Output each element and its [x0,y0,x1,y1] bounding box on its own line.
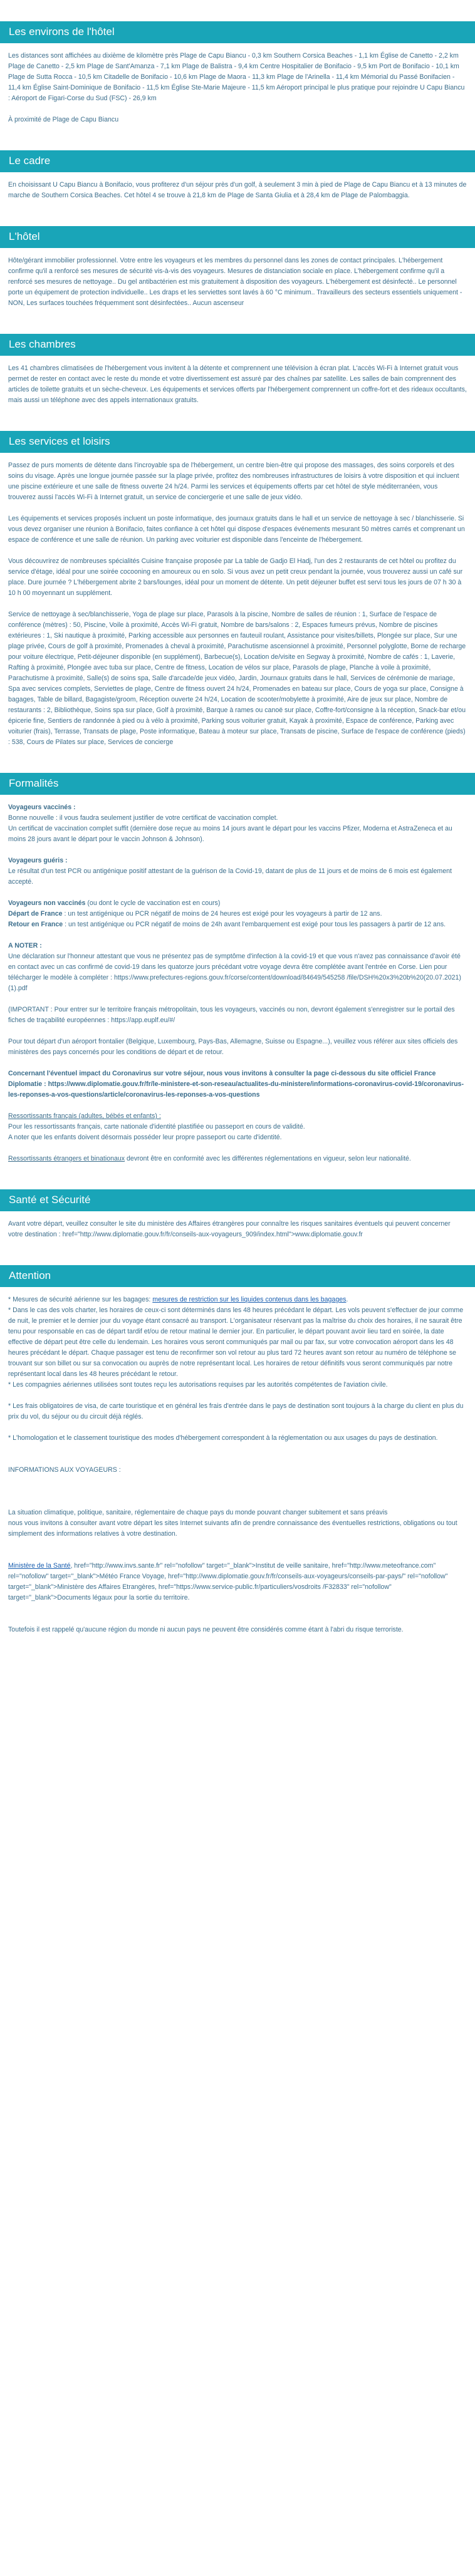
note-heading: A NOTER : [8,942,42,949]
note-text: Une déclaration sur l'honneur attestant que vous ne présentez pas de symptôme d'infection à la covid-19 et que vous n'avez pas connaissance d'avoir été en contact avec un cas confirmé de covid-19 dans les quatorze jours précédant votre voyage devra être complétée avant l'entrée en Corse. Lien pour télécharger le modèle à compléter : https://www.prefectures-regions.gouv.fr/corse/content/download/84649/545258 /file/DSH%20x3%20b%20(20.07.2021)(1).pdf [8,953,461,992]
departure-rule [8,909,467,919]
section-body-cadre [0,172,475,201]
french-nationals-children-text: A noter que les enfants doivent désormais posséder leur propre passeport ou carte d'identité. [8,1134,282,1141]
section-title-environs: Les environs de l'hôtel [0,21,475,43]
services-spa-text: Passez de purs moments de détente dans l'incroyable spa de l'hébergement, un centre bien-être qui propose des massages, des soins corporels et des soins du visage. Après une longue journée passée sur la plage privée, profitez des nombreuses infrastructures de loisirs à votre disposition et qui incluent une piscine extérieure et une salle de fitness ouverte 24 h/24. Parmi les services et équipements offerts par cet hôtel de style méditerranéen, vous trouverez aussi l'accès Wi-Fi à Internet gratuit, un service de conciergerie et une salle de jeux vidéo. [8,462,459,501]
vaccinated-detail-text: Un certificat de vaccination complet suffit (dernière dose reçue au moins 14 jours avant le départ pour les vaccins Pfizer, Moderna et AstraZeneca et au moins 28 jours avant le départ pour le vaccin Johnson & Johnson). [8,825,452,843]
airlines-text: * Les compagnies aériennes utilisées sont toutes reçu les autorisations requises par les autorités compétentes de l'aviation civile. [8,1381,388,1389]
baggage-measures-end: . [346,1296,348,1303]
return-label: Retour en France [8,921,63,928]
liquids-restriction-link[interactable]: mesures de restriction sur les liquides contenus dans les bagages [152,1296,347,1303]
section-body-environs [0,43,475,125]
environs-proximity-text: À proximité de Plage de Capu Biancu [8,116,119,123]
charter-flights-text: * Dans le cas des vols charter, les horaires de ceux-ci sont déterminés dans les 48 heures précédant le départ. Les vols peuvent s'effectuer de jour comme de nuit, le premier et le dernier jour du voyage étant consacré au transport. L'organisateur réservant pas la maîtrise du choix des horaires, il ne saurait être tenu pour responsable en cas de départ tardif et/ou de retour matinal le dernier jour. En particulier, le départ pouvant avoir lieu tard en soirée, la date effective de départ peut être celle du lendemain. Les horaires vous seront communiqués par mail ou par fax, sur votre convocation aéroport dans les 48 heures précédant le départ. Chaque passager est tenu de reconfirmer son vol retour au plus tard 72 heures avant son retour au numéro de téléphone se trouvant sur son billet ou sur sa convocation ou auprès de notre représentant local. Les horaires de retour définitifs vous seront communiqués par notre représentant local dans les 48 heures précédant le retour. [8,1306,464,1378]
section-title-sante: Santé et Sécurité [0,1189,475,1211]
section-body-attention [0,1287,475,1635]
return-text: : un test antigénique ou PCR négatif de moins de 24h avant l'embarquement est exigé pour tous les passagers à partir de 12 ans. [63,921,446,928]
services-dining-text: Vous découvrirez de nombreuses spécialités Cuisine française proposée par La table de Gadjo El Hadj, l'un des 2 restaurants de cet hôtel ou profitez du service d'étage, idéal pour une soirée cocooning en amoureux ou en solo. Si vous avez un petit creux pendant la journée, vous trouverez aussi un café sur place. Dure journée ? L'hébergement abrite 2 bars/lounges, idéal pour un moment de détente. Un petit déjeuner buffet est servi tous les jours de 07 h 30 à 10 h 00 moyennant un supplément. [8,557,463,597]
ministry-health-link[interactable]: Ministère de la Santé [8,1562,71,1570]
section-title-formalites: Formalités [0,773,475,795]
section-title-hotel: L'hôtel [0,226,475,248]
consult-sites-text: nous vous invitons à consulter avant votre départ les sites Internet suivants afin de prendre connaissance des éventuelles restrictions, obligations ou tout simplement des informations relatives à votre destination. [8,1519,457,1538]
section-title-cadre: Le cadre [0,150,475,172]
foreign-nationals-heading: Ressortissants étrangers et binationaux [8,1155,125,1162]
recovered-heading: Voyageurs guéris : [8,857,68,864]
coronavirus-impact-text: Concernant l'éventuel impact du Coronavirus sur votre séjour, nous vous invitons à consulter la page ci-dessous du site officiel France Diplomatie : https://www.diplomatie.gouv.fr/fr/le-ministere-et-son-reseau/actualites-du-ministere/informations-coronavirus-covid-19/coronavirus-les-reponses-a-vos-questions/article/coronavirus-les-reponses-a-vos-questions [8,1070,464,1099]
services-amenities-list: Service de nettoyage à sec/blanchisserie, Yoga de plage sur place, Parasols à la piscine, Nombre de salles de réunion : 1, Surface de l'espace de conférence (mètres) : 50, Piscine, Voile à proximité, Accès Wi-Fi gratuit, Nombre de bars/salons : 2, Espaces fumeurs prévus, Nombre de piscines extérieures : 1, Ski nautique à proximité, Parking accessible aux personnes en fauteuil roulant, Assistance pour visites/billets, Plongée sur place, Sur une plage privée, Cours de golf à proximité, Promenades à cheval à proximité, Parachutisme ascensionnel à proximité, Personnel polyglotte, Borne de recharge pour voiture électrique, Petit-déjeuner disponible (en supplément), Barbecue(s), Location de/visite en Segway à proximité, Nombre de cafés : 1, Laverie, Rafting à proximité, Plongée avec tuba sur place, Centre de fitness, Location de vélos sur place, Parasols de plage, Planche à voile à proximité, Parachutisme à proximité, Salle(s) de soins spa, Salle d'arcade/de jeux vidéo, Jardin, Journaux gratuits dans le hall, Services de cérémonie de mariage, Spa avec services complets, Serviettes de plage, Centre de fitness ouvert 24 h/24, Promenades en bateau sur place, Cours de yoga sur place, Consigne à bagages, Table de billard, Bagagiste/groom, Réception ouverte 24 h/24, Location de scooter/mobylette à proximité, Aire de jeux sur place, Nombre de restaurants : 2, Bibliothèque, Soins spa sur place, Golf à proximité, Barque à rames ou canoë sur place, Coffre-fort/consigne à la réception, Snack-bar et/ou épicerie fine, Sentiers de randonnée à pied ou à vélo à proximité, Parking sous voiturier gratuit, Kayak à proximité, Espace de conférence, Parking avec voiturier (frais), Terrasse, Transats de plage, Poste informatique, Bateau à moteur sur place, Transats de piscine, Surface de l'espace de conférence (pieds) : 538, Cours de Pilates sur place, Services de concierge [8,611,466,746]
baggage-measures [8,1295,467,1305]
recovered-text: Le résultat d'un test PCR ou antigénique positif attestant de la guérison de la Covid-19, datant de plus de 11 jours et de moins de 6 mois est également accepté. [8,867,452,886]
foreign-nationals-block [8,1154,467,1164]
vaccinated-text: Bonne nouvelle : il vous faudra seulement justifier de votre certificat de vaccination complet. [8,814,278,822]
official-sites-block [8,1561,467,1603]
departure-label: Départ de France [8,910,63,918]
sante-text: Avant votre départ, veuillez consulter le site du ministère des Affaires étrangères pour connaître les risques sanitaires éventuels qui peuvent concerner votre destination : href="http://www.diplomatie.gouv.fr/fr/conseils-aux-voyageurs_909/index.html">www.diplomatie.gouv.fr [8,1220,451,1238]
travelers-info-heading: INFORMATIONS AUX VOYAGEURS : [8,1466,121,1474]
baggage-measures-text: * Mesures de sécurité aérienne sur les bagages: [8,1296,153,1303]
return-rule [8,919,467,930]
accommodation-rating-text: * L'homologation et le classement touristique des modes d'hébergement correspondent à la réglementation ou aux usages du pays de destination. [8,1434,438,1442]
section-title-services: Les services et loisirs [0,431,475,453]
environs-distances-text: Les distances sont affichées au dixième de kilomètre près Plage de Capu Biancu - 0,3 km Southern Corsica Beaches - 1,1 km Église de Canetto - 2,2 km Plage de Canetto - 2,5 km Plage de Sant'Amanza - 7,1 km Plage de Balistra - 9,4 km Centre Hospitalier de Bonifacio - 9,5 km Port de Bonifacio - 10,1 km Plage de Sutta Rocca - 10,5 km Citadelle de Bonifacio - 10,6 km Plage de Maora - 11,3 km Plage de l'Arinella - 11,4 km Mémorial du Passé Bonifacien - 11,4 km Église Saint-Dominique de Bonifacio - 11,5 km Église Ste-Marie Majeure - 11,5 km Aéroport principal le plus pratique pour rejoindre U Capu Biancu : Aéroport de Figari-Corse du Sud (FSC) - 26,9 km [8,52,465,102]
services-business-text: Les équipements et services proposés incluent un poste informatique, des journaux gratuits dans le hall et un service de nettoyage à sec / blanchisserie. Si vous devez organiser une réunion à Bonifacio, faites confiance à cet hôtel qui dispose d'espaces événements mesurant 50 mètres carrés et comprenant un espace de conférence et une salle de réunion. Un parking avec voiturier est disponible dans l'enceinte de l'hébergement. [8,515,465,544]
visa-fees-text: * Les frais obligatoires de visa, de carte touristique et en général les frais d'entrée dans le pays de destination sont toujours à la charge du client en plus du prix du vol, du séjour ou du circuit déjà réglés. [8,1402,464,1420]
important-text: (IMPORTANT : Pour entrer sur le territoire français métropolitain, tous les voyageurs, vaccinés ou non, devront également s'enregistrer sur le portail des fiches de traçabilité européennes : https://app.euplf.eu/#/ [8,1006,455,1024]
situation-text: La situation climatique, politique, sanitaire, réglementaire de chaque pays du monde pouvant changer subitement et sans préavis [8,1509,388,1516]
section-body-hotel [0,248,475,309]
unvaccinated-subheading: (ou dont le cycle de vaccination est en cours) [85,899,221,907]
section-body-sante [0,1211,475,1240]
vaccinated-heading: Voyageurs vaccinés : [8,804,76,811]
border-airport-text: Pour tout départ d'un aéroport frontalier (Belgique, Luxembourg, Pays-Bas, Allemagne, Suisse ou Espagne...), veuillez vous référer aux sites officiels des ministères des pays concernés pour les conditions de départ et de retour. [8,1038,458,1056]
cadre-text: En choisissant U Capu Biancu à Bonifacio, vous profiterez d'un séjour près d'un golf, à seulement 3 min à pied de Plage de Capu Biancu et à 13 minutes de marche de Southern Corsica Beaches. Cet hôtel 4 se trouve à 21,8 km de Plage de Santa Giulia et à 28,4 km de Plage de Palombaggia. [8,181,467,199]
unvaccinated-block [8,898,467,909]
french-nationals-text: Pour les ressortissants français, carte nationale d'identité plastifiée ou passeport en cours de validité. [8,1123,305,1130]
chambres-text: Les 41 chambres climatisées de l'hébergement vous invitent à la détente et comprennent une télévision à écran plat. L'accès Wi-Fi à Internet gratuit vous permet de rester en contact avec le reste du monde et votre divertissement est assuré par des chaînes par satellite. Les salles de bain comprennent des articles de toilette gratuits et un sèche-cheveux. Les équipements et services offerts par l'hébergement comprennent un coffre-fort et des rideaux occultants, mais aussi un téléphone avec des appels internationaux gratuits. [8,365,467,404]
french-nationals-heading: Ressortissants français (adultes, bébés et enfants) : [8,1112,161,1120]
section-body-chambres [0,356,475,406]
section-title-chambres: Les chambres [0,334,475,356]
official-sites-text: , href="http://www.invs.sante.fr" rel="nofollow" target="_blank">Institut de veille sanitaire, href="http://www.meteofrance.com" rel="nofollow" target="_blank">Météo France Voyage, href="http://www.diplomatie.gouv.fr/fr/conseils-aux-voyageurs/conseils-par-pays/" rel="nofollow" target="_blank">Ministère des Affaires Etrangères, href="https://www.service-public.fr/particuliers/vosdroits /F32833" rel="nofollow" target="_blank">Documents légaux pour la sortie du territoire. [8,1562,448,1601]
hotel-text: Hôte/gérant immobilier professionnel. Votre entre les voyageurs et les membres du personnel dans les zones de contact principales. L'hébergement confirme qu'il a renforcé ses mesures de sécurité vis-à-vis des voyageurs. Mesures de distanciation sociale en place. L'hébergement confirme qu'il a renforcé ses mesures de nettoyage.. Du gel antibactérien est mis gratuitement à disposition des voyageurs. L'hébergement est désinfecté.. Le personnel porte un équipement de protection individuelle.. Les draps et les serviettes sont lavés à 60 °C minimum.. Travailleurs des secteurs essentiels uniquement - NON, Les surfaces touchées fréquemment sont désinfectées.. Aucun ascenseur [8,257,462,307]
section-body-formalites [0,795,475,1164]
foreign-nationals-text: devront être en conformité avec les différentes réglementations en vigueur, selon leur nationalité. [125,1155,411,1162]
section-title-attention: Attention [0,1265,475,1287]
departure-text: : un test antigénique ou PCR négatif de moins de 24 heures est exigé pour les voyageurs à partir de 12 ans. [62,910,382,918]
terrorism-risk-text: Toutefois il est rappelé qu'aucune région du monde ni aucun pays ne peuvent être considérés comme étant à l'abri du risque terroriste. [8,1626,404,1633]
unvaccinated-heading: Voyageurs non vaccinés [8,899,86,907]
section-body-services [0,453,475,748]
